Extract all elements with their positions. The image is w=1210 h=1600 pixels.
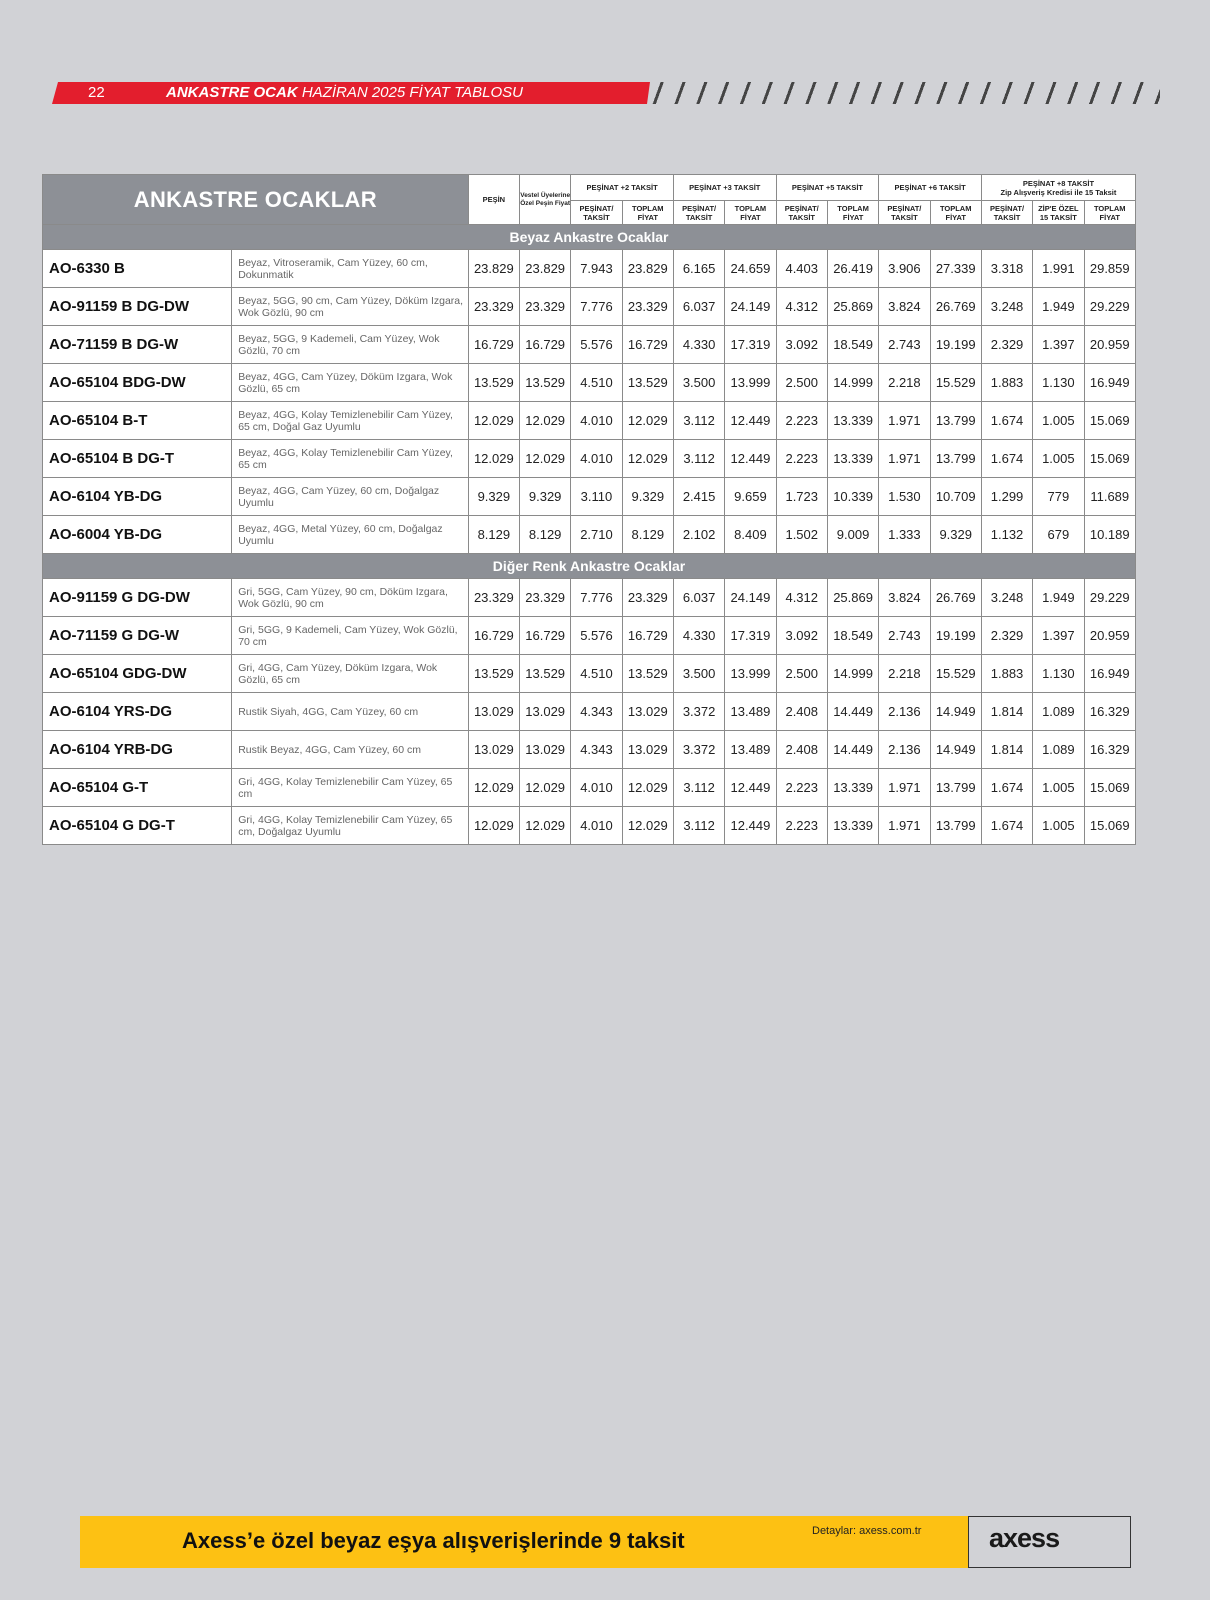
price-cell: 19.199 <box>930 326 981 364</box>
price-cell: 2.223 <box>776 440 827 478</box>
price-cell: 1.089 <box>1033 731 1084 769</box>
price-cell: 12.449 <box>725 402 776 440</box>
product-code: AO-65104 B DG-T <box>43 440 232 478</box>
price-cell: 26.769 <box>930 288 981 326</box>
product-code: AO-6104 YRB-DG <box>43 731 232 769</box>
price-cell: 2.218 <box>879 655 930 693</box>
price-cell: 4.330 <box>673 326 724 364</box>
price-cell: 18.549 <box>827 617 878 655</box>
price-cell: 12.029 <box>520 769 571 807</box>
sub-pesinat: PEŞİNAT/ TAKSİT <box>879 201 930 225</box>
table-row <box>43 655 1136 693</box>
sub-toplam: TOPLAM FİYAT <box>930 201 981 225</box>
price-cell: 16.329 <box>1084 693 1136 731</box>
price-cell: 679 <box>1033 516 1084 554</box>
page-number: 22 <box>88 84 105 101</box>
price-cell: 18.549 <box>827 326 878 364</box>
price-cell: 2.408 <box>776 693 827 731</box>
price-cell: 13.529 <box>520 364 571 402</box>
price-cell: 13.529 <box>520 655 571 693</box>
col-pesin: PEŞİN <box>468 175 519 225</box>
price-cell: 3.372 <box>673 731 724 769</box>
price-cell: 4.343 <box>571 731 622 769</box>
price-cell: 779 <box>1033 478 1084 516</box>
price-cell: 13.029 <box>468 731 519 769</box>
col-vestel: Vestel Üyelerine Özel Peşin Fiyat <box>520 175 571 225</box>
price-cell: 13.999 <box>725 364 776 402</box>
price-cell: 13.029 <box>520 731 571 769</box>
price-cell: 16.949 <box>1084 655 1136 693</box>
price-cell: 4.330 <box>673 617 724 655</box>
price-cell: 12.029 <box>468 807 519 845</box>
sub-toplam: TOPLAM FİYAT <box>827 201 878 225</box>
price-cell: 24.149 <box>725 288 776 326</box>
price-cell: 9.329 <box>930 516 981 554</box>
table-row <box>43 326 1136 364</box>
price-cell: 2.710 <box>571 516 622 554</box>
sub-toplam: TOPLAM FİYAT <box>725 201 776 225</box>
price-cell: 23.829 <box>468 250 519 288</box>
price-cell: 19.199 <box>930 617 981 655</box>
price-cell: 1.971 <box>879 440 930 478</box>
price-cell: 8.129 <box>468 516 519 554</box>
table-row <box>43 617 1136 655</box>
group-8-taksit-title: PEŞİNAT +8 TAKSİT <box>1022 178 1095 188</box>
price-cell: 27.339 <box>930 250 981 288</box>
product-code: AO-91159 B DG-DW <box>43 288 232 326</box>
price-cell: 23.329 <box>622 288 673 326</box>
product-description: Gri, 4GG, Kolay Temizlenebilir Cam Yüzey, 65 cm <box>232 769 469 807</box>
price-cell: 16.729 <box>622 326 673 364</box>
price-cell: 9.329 <box>622 478 673 516</box>
price-cell: 29.229 <box>1084 288 1136 326</box>
price-cell: 3.112 <box>673 440 724 478</box>
price-cell: 26.769 <box>930 579 981 617</box>
product-code: AO-65104 G-T <box>43 769 232 807</box>
section-header-row <box>43 554 1136 579</box>
price-cell: 1.949 <box>1033 288 1084 326</box>
price-cell: 12.029 <box>468 402 519 440</box>
table-row <box>43 769 1136 807</box>
group-8-taksit-subtitle: Zip Alışveriş Kredisi ile 15 Taksit <box>1000 187 1117 197</box>
product-code: AO-71159 G DG-W <box>43 617 232 655</box>
price-cell: 1.674 <box>981 402 1032 440</box>
price-cell: 25.869 <box>827 579 878 617</box>
price-cell: 4.510 <box>571 364 622 402</box>
table-row <box>43 440 1136 478</box>
price-cell: 1.883 <box>981 655 1032 693</box>
product-description: Rustik Siyah, 4GG, Cam Yüzey, 60 cm <box>232 693 469 731</box>
table-row <box>43 807 1136 845</box>
product-code: AO-6104 YB-DG <box>43 478 232 516</box>
price-cell: 3.372 <box>673 693 724 731</box>
price-cell: 23.329 <box>468 288 519 326</box>
price-cell: 4.343 <box>571 693 622 731</box>
price-cell: 3.112 <box>673 769 724 807</box>
price-cell: 10.339 <box>827 478 878 516</box>
sub-pesinat: PEŞİNAT/ TAKSİT <box>776 201 827 225</box>
product-code: AO-65104 GDG-DW <box>43 655 232 693</box>
price-cell: 4.010 <box>571 402 622 440</box>
price-cell: 14.999 <box>827 364 878 402</box>
sub-pesinat: PEŞİNAT/ TAKSİT <box>981 201 1032 225</box>
price-cell: 13.529 <box>622 655 673 693</box>
price-cell: 1.530 <box>879 478 930 516</box>
table-row <box>43 364 1136 402</box>
price-cell: 14.449 <box>827 731 878 769</box>
table-row <box>43 731 1136 769</box>
price-cell: 1.299 <box>981 478 1032 516</box>
price-cell: 13.529 <box>468 655 519 693</box>
price-cell: 3.112 <box>673 807 724 845</box>
product-description: Rustik Beyaz, 4GG, Cam Yüzey, 60 cm <box>232 731 469 769</box>
product-code: AO-91159 G DG-DW <box>43 579 232 617</box>
price-table <box>42 174 1136 845</box>
price-cell: 2.102 <box>673 516 724 554</box>
product-description: Gri, 4GG, Cam Yüzey, Döküm Izgara, Wok Gözlü, 65 cm <box>232 655 469 693</box>
price-cell: 12.029 <box>520 440 571 478</box>
price-cell: 14.949 <box>930 731 981 769</box>
price-cell: 23.829 <box>520 250 571 288</box>
table-header <box>43 175 1136 225</box>
price-cell: 1.130 <box>1033 364 1084 402</box>
price-cell: 7.776 <box>571 288 622 326</box>
price-cell: 15.069 <box>1084 402 1136 440</box>
price-cell: 10.709 <box>930 478 981 516</box>
price-cell: 13.029 <box>622 731 673 769</box>
price-cell: 8.129 <box>520 516 571 554</box>
price-cell: 2.743 <box>879 326 930 364</box>
price-cell: 1.130 <box>1033 655 1084 693</box>
table-row <box>43 579 1136 617</box>
price-cell: 13.799 <box>930 807 981 845</box>
price-cell: 13.529 <box>468 364 519 402</box>
price-cell: 4.010 <box>571 769 622 807</box>
price-cell: 16.329 <box>1084 731 1136 769</box>
product-description: Beyaz, 4GG, Cam Yüzey, Döküm Izgara, Wok Gözlü, 65 cm <box>232 364 469 402</box>
price-cell: 12.029 <box>622 769 673 807</box>
price-cell: 3.500 <box>673 655 724 693</box>
product-code: AO-6330 B <box>43 250 232 288</box>
price-cell: 2.136 <box>879 731 930 769</box>
table-row <box>43 288 1136 326</box>
price-cell: 6.037 <box>673 288 724 326</box>
footer-banner-text: Axess’e özel beyaz eşya alışverişlerinde 9 taksit <box>182 1528 685 1553</box>
section-title: Beyaz Ankastre Ocaklar <box>43 225 1136 250</box>
price-cell: 1.674 <box>981 807 1032 845</box>
price-cell: 1.089 <box>1033 693 1084 731</box>
header-stripes <box>650 82 1160 104</box>
price-cell: 1.971 <box>879 402 930 440</box>
product-description: Beyaz, 4GG, Kolay Temizlenebilir Cam Yüzey, 65 cm, Doğal Gaz Uyumlu <box>232 402 469 440</box>
product-description: Gri, 4GG, Kolay Temizlenebilir Cam Yüzey, 65 cm, Doğalgaz Uyumlu <box>232 807 469 845</box>
price-cell: 23.329 <box>520 288 571 326</box>
price-cell: 16.949 <box>1084 364 1136 402</box>
price-cell: 1.005 <box>1033 769 1084 807</box>
price-cell: 2.415 <box>673 478 724 516</box>
price-cell: 15.529 <box>930 364 981 402</box>
price-cell: 16.729 <box>520 326 571 364</box>
price-cell: 23.329 <box>622 579 673 617</box>
group-3-taksit: PEŞİNAT +3 TAKSİT <box>673 175 776 201</box>
price-cell: 16.729 <box>468 617 519 655</box>
price-cell: 13.029 <box>468 693 519 731</box>
price-cell: 1.883 <box>981 364 1032 402</box>
price-cell: 16.729 <box>468 326 519 364</box>
price-cell: 24.659 <box>725 250 776 288</box>
page-title-bold: ANKASTRE OCAK <box>166 84 298 101</box>
price-cell: 12.449 <box>725 440 776 478</box>
table-body <box>43 225 1136 845</box>
price-cell: 7.943 <box>571 250 622 288</box>
price-cell: 1.005 <box>1033 402 1084 440</box>
price-cell: 3.500 <box>673 364 724 402</box>
price-cell: 12.029 <box>622 807 673 845</box>
price-cell: 5.576 <box>571 617 622 655</box>
price-cell: 8.409 <box>725 516 776 554</box>
section-title: Diğer Renk Ankastre Ocaklar <box>43 554 1136 579</box>
section-header-row <box>43 225 1136 250</box>
price-cell: 1.723 <box>776 478 827 516</box>
product-description: Beyaz, Vitroseramik, Cam Yüzey, 60 cm, Dokunmatik <box>232 250 469 288</box>
price-cell: 23.829 <box>622 250 673 288</box>
price-cell: 1.991 <box>1033 250 1084 288</box>
price-cell: 15.069 <box>1084 440 1136 478</box>
price-cell: 1.132 <box>981 516 1032 554</box>
price-cell: 20.959 <box>1084 326 1136 364</box>
price-cell: 9.329 <box>468 478 519 516</box>
price-cell: 20.959 <box>1084 617 1136 655</box>
price-cell: 9.329 <box>520 478 571 516</box>
price-cell: 13.799 <box>930 402 981 440</box>
price-cell: 13.999 <box>725 655 776 693</box>
page-title-rest: HAZİRAN 2025 FİYAT TABLOSU <box>297 84 524 101</box>
price-cell: 3.248 <box>981 579 1032 617</box>
price-cell: 17.319 <box>725 326 776 364</box>
price-cell: 13.489 <box>725 731 776 769</box>
table-row <box>43 693 1136 731</box>
price-cell: 3.318 <box>981 250 1032 288</box>
price-cell: 3.248 <box>981 288 1032 326</box>
group-6-taksit: PEŞİNAT +6 TAKSİT <box>879 175 982 201</box>
product-code: AO-6104 YRS-DG <box>43 693 232 731</box>
price-cell: 13.339 <box>827 440 878 478</box>
price-cell: 23.329 <box>468 579 519 617</box>
price-cell: 9.659 <box>725 478 776 516</box>
price-cell: 4.403 <box>776 250 827 288</box>
price-cell: 2.223 <box>776 402 827 440</box>
table-title: ANKASTRE OCAKLAR <box>43 175 469 225</box>
sub-pesinat: PEŞİNAT/ TAKSİT <box>571 201 622 225</box>
price-cell: 1.333 <box>879 516 930 554</box>
price-cell: 2.500 <box>776 364 827 402</box>
price-cell: 1.949 <box>1033 579 1084 617</box>
price-cell: 13.489 <box>725 693 776 731</box>
price-cell: 11.689 <box>1084 478 1136 516</box>
price-cell: 16.729 <box>520 617 571 655</box>
price-cell: 12.029 <box>520 807 571 845</box>
price-cell: 23.329 <box>520 579 571 617</box>
group-8-taksit <box>981 175 1135 201</box>
price-cell: 12.029 <box>622 402 673 440</box>
price-cell: 2.500 <box>776 655 827 693</box>
price-cell: 1.674 <box>981 440 1032 478</box>
price-cell: 4.312 <box>776 288 827 326</box>
price-cell: 12.029 <box>468 769 519 807</box>
price-cell: 13.799 <box>930 769 981 807</box>
price-cell: 1.397 <box>1033 617 1084 655</box>
price-cell: 16.729 <box>622 617 673 655</box>
footer-detail-link[interactable]: Detaylar: axess.com.tr <box>812 1525 922 1537</box>
sub-toplam: TOPLAM FİYAT <box>622 201 673 225</box>
price-cell: 3.092 <box>776 326 827 364</box>
group-2-taksit: PEŞİNAT +2 TAKSİT <box>571 175 674 201</box>
price-cell: 1.005 <box>1033 440 1084 478</box>
price-cell: 4.312 <box>776 579 827 617</box>
price-cell: 6.165 <box>673 250 724 288</box>
price-cell: 4.010 <box>571 807 622 845</box>
price-cell: 3.906 <box>879 250 930 288</box>
price-cell: 13.529 <box>622 364 673 402</box>
price-cell: 2.223 <box>776 807 827 845</box>
price-cell: 2.136 <box>879 693 930 731</box>
table-row <box>43 250 1136 288</box>
price-cell: 13.339 <box>827 807 878 845</box>
table-row <box>43 478 1136 516</box>
price-cell: 13.029 <box>622 693 673 731</box>
price-cell: 15.529 <box>930 655 981 693</box>
price-cell: 2.743 <box>879 617 930 655</box>
price-cell: 1.502 <box>776 516 827 554</box>
sub-pesinat: PEŞİNAT/ TAKSİT <box>673 201 724 225</box>
price-cell: 8.129 <box>622 516 673 554</box>
product-description: Gri, 5GG, Cam Yüzey, 90 cm, Döküm Izgara, Wok Gözlü, 90 cm <box>232 579 469 617</box>
price-cell: 5.576 <box>571 326 622 364</box>
price-cell: 3.112 <box>673 402 724 440</box>
price-cell: 12.449 <box>725 769 776 807</box>
page-title <box>166 84 523 101</box>
price-cell: 13.799 <box>930 440 981 478</box>
price-cell: 12.029 <box>622 440 673 478</box>
product-description: Gri, 5GG, 9 Kademeli, Cam Yüzey, Wok Gözlü, 70 cm <box>232 617 469 655</box>
price-cell: 15.069 <box>1084 807 1136 845</box>
price-cell: 13.029 <box>520 693 571 731</box>
product-description: Beyaz, 4GG, Cam Yüzey, 60 cm, Doğalgaz Uyumlu <box>232 478 469 516</box>
price-cell: 9.009 <box>827 516 878 554</box>
sub-zip: ZİP'E ÖZEL 15 TAKSİT <box>1033 201 1084 225</box>
price-cell: 1.005 <box>1033 807 1084 845</box>
price-cell: 13.339 <box>827 769 878 807</box>
price-cell: 14.999 <box>827 655 878 693</box>
price-cell: 15.069 <box>1084 769 1136 807</box>
product-code: AO-6004 YB-DG <box>43 516 232 554</box>
price-cell: 14.949 <box>930 693 981 731</box>
price-cell: 3.110 <box>571 478 622 516</box>
price-cell: 24.149 <box>725 579 776 617</box>
price-cell: 25.869 <box>827 288 878 326</box>
price-cell: 29.859 <box>1084 250 1136 288</box>
group-5-taksit: PEŞİNAT +5 TAKSİT <box>776 175 879 201</box>
price-cell: 10.189 <box>1084 516 1136 554</box>
axess-logo: axess <box>989 1523 1060 1553</box>
price-cell: 2.408 <box>776 731 827 769</box>
product-description: Beyaz, 4GG, Metal Yüzey, 60 cm, Doğalgaz Uyumlu <box>232 516 469 554</box>
price-cell: 29.229 <box>1084 579 1136 617</box>
price-cell: 1.971 <box>879 769 930 807</box>
price-cell: 1.397 <box>1033 326 1084 364</box>
product-description: Beyaz, 5GG, 90 cm, Cam Yüzey, Döküm Izgara, Wok Gözlü, 90 cm <box>232 288 469 326</box>
product-code: AO-65104 G DG-T <box>43 807 232 845</box>
price-cell: 12.449 <box>725 807 776 845</box>
price-cell: 2.223 <box>776 769 827 807</box>
price-cell: 3.824 <box>879 579 930 617</box>
price-cell: 3.092 <box>776 617 827 655</box>
price-cell: 4.510 <box>571 655 622 693</box>
product-code: AO-71159 B DG-W <box>43 326 232 364</box>
sub-toplam: TOPLAM FİYAT <box>1084 201 1136 225</box>
price-cell: 1.674 <box>981 769 1032 807</box>
price-cell: 1.814 <box>981 731 1032 769</box>
price-cell: 13.339 <box>827 402 878 440</box>
price-cell: 7.776 <box>571 579 622 617</box>
price-cell: 2.329 <box>981 326 1032 364</box>
price-cell: 1.814 <box>981 693 1032 731</box>
table-row <box>43 516 1136 554</box>
price-cell: 4.010 <box>571 440 622 478</box>
price-cell: 12.029 <box>520 402 571 440</box>
price-cell: 2.218 <box>879 364 930 402</box>
price-cell: 6.037 <box>673 579 724 617</box>
price-cell: 17.319 <box>725 617 776 655</box>
price-cell: 3.824 <box>879 288 930 326</box>
price-cell: 2.329 <box>981 617 1032 655</box>
product-description: Beyaz, 5GG, 9 Kademeli, Cam Yüzey, Wok Gözlü, 70 cm <box>232 326 469 364</box>
product-code: AO-65104 B-T <box>43 402 232 440</box>
table-row <box>43 402 1136 440</box>
product-description: Beyaz, 4GG, Kolay Temizlenebilir Cam Yüzey, 65 cm <box>232 440 469 478</box>
price-cell: 26.419 <box>827 250 878 288</box>
price-cell: 1.971 <box>879 807 930 845</box>
price-cell: 12.029 <box>468 440 519 478</box>
price-cell: 14.449 <box>827 693 878 731</box>
product-code: AO-65104 BDG-DW <box>43 364 232 402</box>
